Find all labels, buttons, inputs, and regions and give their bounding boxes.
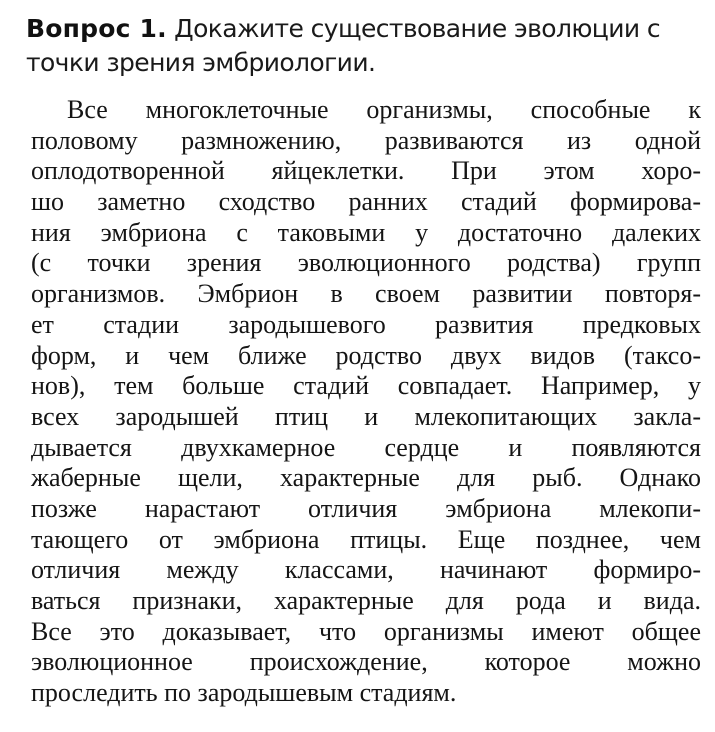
answer-line: проследить по зародышевым стадиям. xyxy=(31,678,457,708)
answer-line: Все это доказывает, что организмы имеют общее xyxy=(31,616,701,646)
answer-line: жаберные щели, характерные для рыб. Однако xyxy=(31,463,701,493)
answer-line: ния эмбриона с таковыми у достаточно далеких xyxy=(31,217,701,247)
question-heading xyxy=(26,12,696,80)
answer-line: Все многоклеточные организмы, способные к xyxy=(67,95,701,124)
answer-line: оплодотворенной яйцеклетки. При этом хоро- xyxy=(31,156,701,186)
answer-line: отличия между классами, начинают формиро- xyxy=(31,555,701,585)
answer-line: позже нарастают отличия эмбриона млекопи- xyxy=(31,493,701,523)
answer-line: половому размножению, развиваются из одной xyxy=(31,125,701,155)
answer-line: ет стадии зародышевого развития предковых xyxy=(31,309,701,339)
answer-line: всех зародышей птиц и млекопитающих закла- xyxy=(31,401,701,431)
answer-line: ваться признаки, характерные для рода и вида. xyxy=(31,586,701,615)
answer-line: нов), тем больше стадий совпадает. Например, у xyxy=(31,371,701,401)
answer-line: организмов. Эмбрион в своем развитии повторя- xyxy=(31,279,701,309)
answer-line: (с точки зрения эволюционного родства) групп xyxy=(31,248,701,278)
question-text: Докажите существование эволюции с точки зрения эмбриологии. xyxy=(26,14,661,77)
answer-paragraph xyxy=(31,95,701,709)
question-label: Вопрос 1. xyxy=(26,14,167,43)
answer-line: тающего от эмбриона птицы. Еще позднее, чем xyxy=(31,524,701,554)
answer-line: дывается двухкамерное сердце и появляются xyxy=(31,432,701,462)
answer-line: эволюционное происхождение, которое можно xyxy=(31,647,701,677)
answer-line: форм, и чем ближе родство двух видов (таксо- xyxy=(31,340,701,370)
answer-line: шо заметно сходство ранних стадий формирова- xyxy=(31,187,701,217)
